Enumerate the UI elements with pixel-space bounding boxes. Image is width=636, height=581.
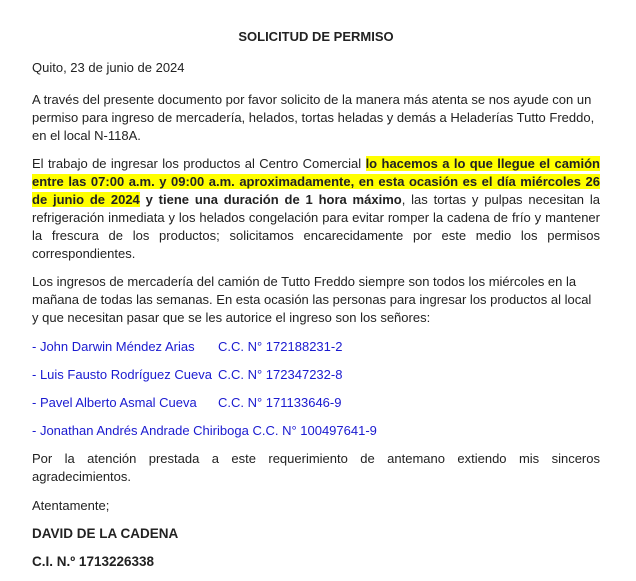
person-name: - Pavel Alberto Asmal Cueva (32, 395, 197, 410)
person-id: C.C. N° 100497641-9 (252, 423, 377, 438)
person-id: C.C. N° 172347232-8 (218, 367, 343, 382)
work-paragraph-highlight-schedule: entre las 07:00 a.m. y 09:00 a.m. aproximadamente, en esta ocasión es el día miércoles 26 de junio de 2024 (32, 174, 600, 207)
work-paragraph-part1: El trabajo de ingresar los productos al Centro Comercial (32, 156, 366, 171)
document-title: SOLICITUD DE PERMISO (238, 29, 394, 44)
work-paragraph-duration: y tiene una duración de 1 hora máximo (139, 192, 402, 207)
person-name: - John Darwin Méndez Arias (32, 339, 195, 354)
authorized-person (32, 422, 600, 440)
regards-line: Atentamente; (32, 498, 110, 513)
signer-name: DAVID DE LA CADENA (32, 526, 179, 541)
authorized-person (32, 366, 600, 384)
person-id: C.C. N° 172188231-2 (218, 339, 343, 354)
person-name: - Jonathan Andrés Andrade Chiriboga (32, 423, 249, 438)
signer-id: C.I. N.º 1713226338 (32, 554, 155, 569)
closing-paragraph: Por la atención prestada a este requerimiento de antemano extiendo mis sinceros agradecimientos. (32, 451, 600, 484)
authorized-person (32, 338, 600, 356)
letter-page (32, 28, 600, 581)
work-paragraph (32, 155, 600, 263)
schedule-paragraph: Los ingresos de mercadería del camión de Tutto Freddo siempre son todos los miércoles en la mañana de todas las semanas. En esta ocasión las personas para ingresar los productos al local y que necesitan pasar que se les autorice el ingreso son los señores: (32, 274, 592, 325)
work-paragraph-part5: , las tortas y pulpas necesitan la refrigeración inmediata y los helados congelación para evitar romper la cadena de frío y mantener la frescura de los productos; solicitamos encarecidamente por este medio los permisos correspondientes. (32, 192, 600, 261)
authorized-person (32, 394, 600, 412)
work-paragraph-highlight-bold: lo hacemos a lo que llegue el camión (365, 156, 600, 171)
date-line: Quito, 23 de junio de 2024 (32, 60, 185, 75)
intro-paragraph: A través del presente documento por favor solicito de la manera más atenta se nos ayude con un permiso para ingreso de mercadería, helados, tortas heladas y demás a Heladerías Tutto Freddo, en el local N-118A. (32, 92, 595, 143)
person-id: C.C. N° 171133646-9 (218, 395, 342, 410)
person-name: - Luis Fausto Rodríguez Cueva (32, 367, 212, 382)
